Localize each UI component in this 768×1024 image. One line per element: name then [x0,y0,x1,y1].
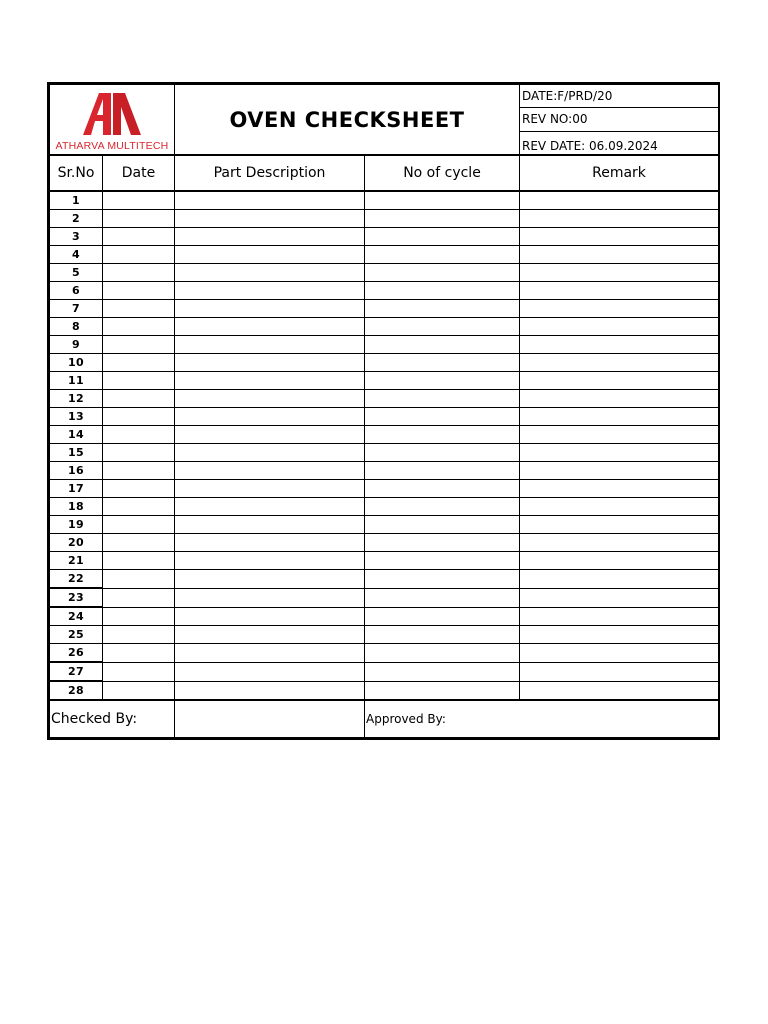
remark-cell[interactable] [520,462,719,480]
row-number: 28 [50,681,103,700]
part-description-cell[interactable] [175,607,365,626]
row-number: 11 [50,372,103,390]
part-description-cell[interactable] [175,552,365,570]
part-description-cell[interactable] [175,626,365,644]
remark-cell[interactable] [520,282,719,300]
row-number: 21 [50,552,103,570]
no-of-cycle-cell[interactable] [365,426,520,444]
part-description-cell[interactable] [175,516,365,534]
company-logo [50,85,175,156]
table-row [50,390,719,408]
row-number: 5 [50,264,103,282]
column-header-date: Date [103,155,175,191]
date-cell[interactable] [103,228,175,246]
table-row [50,588,719,607]
remark-cell[interactable] [520,534,719,552]
oven-checksheet-form [47,82,720,740]
table-row [50,246,719,264]
no-of-cycle-cell[interactable] [365,228,520,246]
part-description-cell[interactable] [175,681,365,700]
table-row [50,626,719,644]
no-of-cycle-cell[interactable] [365,534,520,552]
date-cell[interactable] [103,662,175,681]
part-description-cell[interactable] [175,662,365,681]
doc-number: DATE:F/PRD/20 [520,85,719,108]
row-number: 22 [50,570,103,589]
table-row [50,336,719,354]
part-description-cell[interactable] [175,354,365,372]
table-row [50,534,719,552]
row-number: 7 [50,300,103,318]
date-cell[interactable] [103,390,175,408]
part-description-cell[interactable] [175,390,365,408]
column-header-srno: Sr.No [50,155,103,191]
row-number: 24 [50,607,103,626]
no-of-cycle-cell[interactable] [365,626,520,644]
row-number: 12 [50,390,103,408]
part-description-cell[interactable] [175,264,365,282]
no-of-cycle-cell[interactable] [365,210,520,228]
table-row [50,210,719,228]
remark-cell[interactable] [520,354,719,372]
table-row [50,354,719,372]
date-cell[interactable] [103,644,175,663]
part-description-cell[interactable] [175,534,365,552]
remark-cell[interactable] [520,480,719,498]
row-number: 15 [50,444,103,462]
date-cell[interactable] [103,318,175,336]
date-cell[interactable] [103,408,175,426]
date-cell[interactable] [103,626,175,644]
table-row [50,516,719,534]
no-of-cycle-cell[interactable] [365,552,520,570]
date-cell[interactable] [103,516,175,534]
date-cell[interactable] [103,462,175,480]
no-of-cycle-cell[interactable] [365,498,520,516]
table-row [50,644,719,663]
table-row [50,426,719,444]
part-description-cell[interactable] [175,570,365,589]
no-of-cycle-cell[interactable] [365,354,520,372]
date-cell[interactable] [103,480,175,498]
remark-cell[interactable] [520,336,719,354]
part-description-cell[interactable] [175,372,365,390]
remark-cell[interactable] [520,210,719,228]
remark-cell[interactable] [520,390,719,408]
part-description-cell[interactable] [175,246,365,264]
no-of-cycle-cell[interactable] [365,246,520,264]
table-row [50,372,719,390]
column-header-no-of-cycle: No of cycle [365,155,520,191]
atharva-logo-icon [81,91,143,137]
part-description-cell[interactable] [175,588,365,607]
logo-company-name: ATHARVA MULTITECH [55,140,169,152]
no-of-cycle-cell[interactable] [365,336,520,354]
date-cell[interactable] [103,354,175,372]
row-number: 17 [50,480,103,498]
table-row [50,552,719,570]
no-of-cycle-cell[interactable] [365,480,520,498]
remark-cell[interactable] [520,246,719,264]
no-of-cycle-cell[interactable] [365,588,520,607]
row-number: 1 [50,191,103,210]
column-header-remark: Remark [520,155,719,191]
approved-by-label: Approved By: [365,700,719,738]
row-number: 23 [50,588,103,607]
no-of-cycle-cell[interactable] [365,318,520,336]
row-number: 25 [50,626,103,644]
table-row [50,191,719,210]
checksheet-table [49,84,719,738]
remark-cell[interactable] [520,228,719,246]
table-row [50,570,719,589]
table-row [50,662,719,681]
remark-cell[interactable] [520,662,719,681]
part-description-cell[interactable] [175,480,365,498]
remark-cell[interactable] [520,570,719,589]
remark-cell[interactable] [520,191,719,210]
no-of-cycle-cell[interactable] [365,282,520,300]
table-row [50,498,719,516]
date-cell[interactable] [103,498,175,516]
table-row [50,462,719,480]
date-cell[interactable] [103,372,175,390]
remark-cell[interactable] [520,644,719,663]
remark-cell[interactable] [520,372,719,390]
table-row [50,318,719,336]
table-row [50,681,719,700]
remark-cell[interactable] [520,264,719,282]
date-cell[interactable] [103,534,175,552]
table-row [50,607,719,626]
table-row [50,300,719,318]
no-of-cycle-cell[interactable] [365,300,520,318]
date-cell[interactable] [103,210,175,228]
remark-cell[interactable] [520,516,719,534]
date-cell[interactable] [103,246,175,264]
revision-date: REV DATE: 06.09.2024 [520,131,719,155]
row-number: 13 [50,408,103,426]
date-cell[interactable] [103,191,175,210]
checked-by-label: Checked By: [50,700,175,738]
part-description-cell[interactable] [175,210,365,228]
row-number: 2 [50,210,103,228]
no-of-cycle-cell[interactable] [365,607,520,626]
no-of-cycle-cell[interactable] [365,570,520,589]
row-number: 18 [50,498,103,516]
row-number: 16 [50,462,103,480]
date-cell[interactable] [103,588,175,607]
no-of-cycle-cell[interactable] [365,681,520,700]
part-description-cell[interactable] [175,228,365,246]
row-number: 3 [50,228,103,246]
date-cell[interactable] [103,336,175,354]
remark-cell[interactable] [520,498,719,516]
table-row [50,264,719,282]
no-of-cycle-cell[interactable] [365,372,520,390]
row-number: 27 [50,662,103,681]
date-cell[interactable] [103,552,175,570]
remark-cell[interactable] [520,681,719,700]
row-number: 6 [50,282,103,300]
table-row [50,282,719,300]
no-of-cycle-cell[interactable] [365,516,520,534]
remark-cell[interactable] [520,300,719,318]
date-cell[interactable] [103,300,175,318]
remark-cell[interactable] [520,626,719,644]
part-description-cell[interactable] [175,444,365,462]
remark-cell[interactable] [520,588,719,607]
row-number: 20 [50,534,103,552]
row-number: 8 [50,318,103,336]
table-row [50,480,719,498]
row-number: 26 [50,644,103,663]
remark-cell[interactable] [520,552,719,570]
date-cell[interactable] [103,681,175,700]
part-description-cell[interactable] [175,462,365,480]
no-of-cycle-cell[interactable] [365,408,520,426]
row-number: 9 [50,336,103,354]
row-number: 10 [50,354,103,372]
row-number: 14 [50,426,103,444]
part-description-cell[interactable] [175,300,365,318]
part-description-cell[interactable] [175,498,365,516]
remark-cell[interactable] [520,426,719,444]
remark-cell[interactable] [520,444,719,462]
row-number: 4 [50,246,103,264]
no-of-cycle-cell[interactable] [365,264,520,282]
page-title: OVEN CHECKSHEET [175,85,520,156]
no-of-cycle-cell[interactable] [365,462,520,480]
date-cell[interactable] [103,426,175,444]
column-header-part-description: Part Description [175,155,365,191]
table-row [50,228,719,246]
date-cell[interactable] [103,444,175,462]
part-description-cell[interactable] [175,426,365,444]
revision-number: REV NO:00 [520,108,719,131]
no-of-cycle-cell[interactable] [365,444,520,462]
date-cell[interactable] [103,282,175,300]
table-row [50,444,719,462]
no-of-cycle-cell[interactable] [365,191,520,210]
part-description-cell[interactable] [175,191,365,210]
date-cell[interactable] [103,570,175,589]
part-description-cell[interactable] [175,282,365,300]
table-row [50,408,719,426]
part-description-cell[interactable] [175,318,365,336]
remark-cell[interactable] [520,607,719,626]
date-cell[interactable] [103,264,175,282]
row-number: 19 [50,516,103,534]
no-of-cycle-cell[interactable] [365,662,520,681]
no-of-cycle-cell[interactable] [365,390,520,408]
signature-row [50,700,719,738]
part-description-cell[interactable] [175,644,365,663]
part-description-cell[interactable] [175,336,365,354]
remark-cell[interactable] [520,318,719,336]
date-cell[interactable] [103,607,175,626]
remark-cell[interactable] [520,408,719,426]
no-of-cycle-cell[interactable] [365,644,520,663]
part-description-cell[interactable] [175,408,365,426]
checked-by-signature-field[interactable] [175,700,365,738]
